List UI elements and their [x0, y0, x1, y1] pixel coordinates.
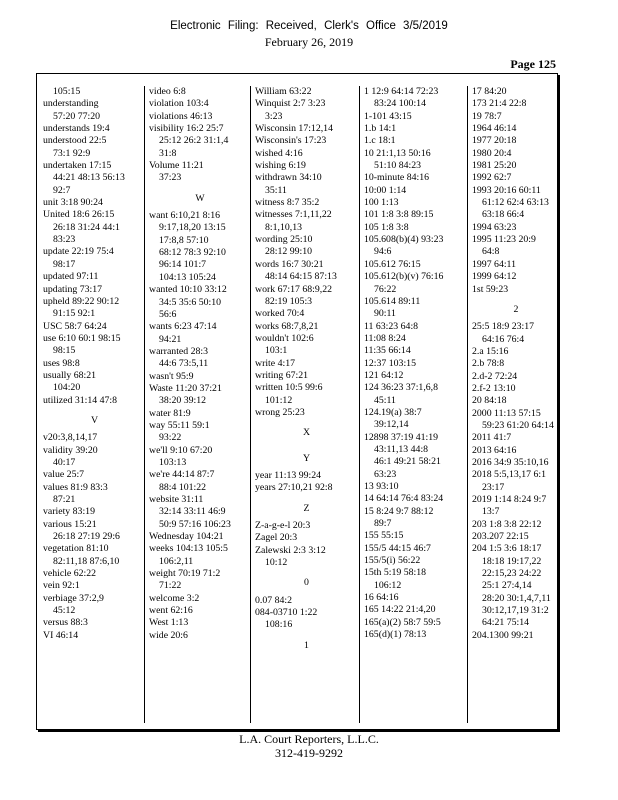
index-entry: 15th 5:19 58:18	[364, 567, 427, 579]
index-letter-heading: W	[195, 192, 205, 204]
index-entry: water 81:9	[149, 407, 191, 419]
index-entry-continuation: 57:20 77:20	[53, 110, 101, 122]
index-letter-heading: V	[90, 414, 99, 426]
index-entry-continuation: 35:11	[265, 184, 287, 196]
index-entry: 2011 41:7	[472, 432, 512, 444]
index-entry: 1997 64:11	[472, 258, 516, 270]
index-letter-heading: X	[302, 427, 311, 439]
index-entry-continuation: 45:12	[53, 605, 76, 617]
index-entry: uses 98:8	[43, 357, 80, 369]
index-entry-continuation: 106:2,11	[159, 555, 194, 567]
index-frame	[36, 73, 558, 730]
index-entry-continuation: 101:12	[265, 394, 293, 406]
index-entry: 20 84:18	[472, 395, 507, 407]
index-entry: Wisconsin 17:12,14	[255, 123, 333, 135]
index-entry: updated 97:11	[43, 271, 99, 283]
index-entry: wishing 6:19	[255, 160, 306, 172]
index-entry: year 11:13 99:24	[255, 469, 322, 481]
index-entry-continuation: 104:20	[53, 382, 81, 394]
index-entry: understanding	[43, 98, 99, 110]
index-entry-continuation: 30:12,17,19 31:2	[482, 605, 549, 617]
index-entry-continuation: 63:18 66:4	[482, 209, 525, 221]
index-entry-continuation: 23:17	[482, 481, 505, 493]
index-entry-continuation: 39:12,14	[374, 419, 409, 431]
page-number: Page 125	[510, 57, 556, 71]
index-entry: update 22:19 75:4	[43, 246, 114, 258]
index-entry: Waste 11:20 37:21	[149, 382, 222, 394]
index-entry: Winquist 2:7 3:23	[255, 98, 326, 110]
index-entry: Z-a-g-e-l 20:3	[255, 520, 311, 531]
index-entry-continuation: 48:14 64:15 87:13	[265, 271, 337, 283]
index-entry: upheld 89:22 90:12	[43, 295, 120, 307]
index-entry-continuation: 76:22	[374, 283, 397, 295]
index-entry: we'll 9:10 67:20	[149, 444, 213, 456]
index-entry: works 68:7,8,21	[255, 320, 319, 332]
index-entry: 15 8:24 9:7 88:12	[364, 505, 434, 517]
index-entry-continuation: 28:12 99:10	[265, 246, 313, 258]
index-entry-continuation: 83:24 100:14	[374, 98, 426, 110]
index-letter-heading: Z	[303, 502, 310, 514]
index-entry-continuation: 94:6	[374, 246, 392, 258]
index-entry: vehicle 62:22	[43, 568, 97, 580]
index-entry: 17 84:20	[472, 86, 507, 97]
index-entry-continuation: 103:1	[265, 345, 288, 357]
index-entry: Volume 11:21	[149, 160, 204, 172]
index-entry: 12898 37:19 41:19	[364, 431, 439, 443]
index-entry: United 18:6 26:15	[43, 209, 115, 221]
index-entry: 1981 25:20	[472, 160, 517, 172]
index-entry: 1st 59:23	[472, 283, 509, 295]
index-entry: value 25:7	[43, 469, 85, 481]
index-letter-heading: 2	[513, 303, 519, 315]
index-entry-continuation: 64:21 75:14	[482, 617, 530, 629]
index-entry: went 62:16	[149, 605, 193, 617]
index-entry: 2.d-2 72:24	[472, 370, 518, 382]
index-entry: 1.b 14:1	[364, 123, 397, 135]
filing-stamp: Electronic Filing: Received, Clerk's Office 3/5/2019	[170, 20, 448, 32]
index-entry: website 31:11	[149, 494, 204, 505]
index-entry: 105.612 76:15	[364, 258, 421, 270]
index-entry-continuation: 104:13 105:24	[159, 271, 216, 283]
index-entry: 1993 20:16 60:11	[472, 184, 541, 196]
index-entry: 1 12:9 64:14 72:23	[364, 86, 439, 97]
index-entry: use 6:10 60:1 98:15	[43, 332, 121, 344]
index-entry-continuation: 46:1 49:21 58:21	[374, 456, 441, 468]
index-entry: video 6:8	[149, 86, 186, 97]
index-entry: 1977 20:18	[472, 135, 517, 147]
index-entry-continuation: 88:4 101:22	[159, 481, 207, 493]
index-column-4	[359, 86, 470, 723]
index-entry: written 10:5 99:6	[255, 382, 323, 394]
index-letter-heading: Y	[302, 452, 311, 464]
index-entry-continuation: 105:15	[53, 86, 81, 97]
index-entry: wanted 10:10 33:12	[149, 284, 227, 296]
index-entry: visibility 16:2 25:7	[149, 123, 224, 135]
index-entry: 165(d)(1) 78:13	[364, 629, 427, 641]
index-entry: 14 64:14 76:4 83:24	[364, 493, 444, 505]
index-entry: want 6:10,21 8:16	[149, 210, 221, 222]
index-entry-continuation: 28:20 30:1,4,7,11	[482, 592, 551, 604]
index-column-1	[39, 86, 146, 723]
index-entry-continuation: 32:14 33:11 46:9	[159, 506, 226, 518]
index-entry: warranted 28:3	[149, 345, 209, 357]
index-entry-continuation: 22:15,23 24:22	[482, 568, 542, 580]
index-entry: 101 1:8 3:8 89:15	[364, 209, 434, 221]
index-entry: witness 8:7 35:2	[255, 197, 320, 209]
index-entry-continuation: 90:11	[374, 308, 396, 320]
index-entry: 203.207 22:15	[472, 531, 529, 543]
index-entry: 1964 46:14	[472, 123, 517, 135]
index-entry-continuation: 50:9 57:16 106:23	[159, 518, 231, 530]
index-entry: Wednesday 104:21	[149, 531, 224, 543]
index-entry: validity 39:20	[43, 444, 98, 456]
index-entry-continuation: 83:23	[53, 234, 76, 246]
index-entry-continuation: 38:20 39:12	[159, 395, 207, 407]
index-entry-continuation: 45:11	[374, 394, 396, 406]
index-entry: 155/5 44:15 46:7	[364, 542, 431, 554]
index-entry-continuation: 96:14 101:7	[159, 259, 207, 271]
index-entry: 124.19(a) 38:7	[364, 406, 422, 418]
index-entry: write 4:17	[255, 357, 295, 369]
index-entry-continuation: 82:19 105:3	[265, 295, 313, 307]
index-entry-continuation: 18:18 19:17,22	[482, 555, 542, 567]
index-entry: violation 103:4	[149, 98, 209, 110]
index-entry: 10:00 1:14	[364, 184, 407, 196]
index-entry: William 63:22	[255, 86, 312, 97]
index-entry: we're 44:14 87:7	[149, 469, 215, 481]
index-entry: 13 93:10	[364, 481, 399, 492]
index-entry: weeks 104:13 105:5	[149, 543, 228, 555]
index-entry-continuation: 82:11,18 87:6,10	[53, 555, 120, 567]
index-entry: 16 64:16	[364, 592, 399, 604]
index-entry: 2016 34:9 35:10,16	[472, 456, 549, 468]
index-entry: undertaken 17:15	[43, 160, 112, 172]
index-entry: USC 58:7 64:24	[43, 320, 107, 332]
index-entry: wasn't 95:9	[149, 370, 194, 382]
index-entry-continuation: 73:1 92:9	[53, 147, 91, 159]
index-entry-continuation: 37:23	[159, 172, 182, 184]
index-entry: 121 64:12	[364, 369, 404, 381]
index-entry: violations 46:13	[149, 110, 213, 122]
index-entry-continuation: 103:13	[159, 456, 187, 468]
index-entry: years 27:10,21 92:8	[255, 482, 333, 494]
index-entry: 155/5(i) 56:22	[364, 555, 421, 567]
index-entry: 084-03710 1:22	[255, 607, 318, 619]
index-entry-continuation: 25:12 26:2 31:1,4	[159, 135, 229, 147]
index-entry: vein 92:1	[43, 580, 80, 592]
index-entry: vegetation 81:10	[43, 543, 109, 555]
index-entry: 10 21:1,13 50:16	[364, 147, 431, 159]
index-entry: usually 68:21	[43, 369, 97, 381]
index-entry-continuation: 40:17	[53, 456, 76, 468]
index-entry: 105.614 89:11	[364, 295, 421, 307]
index-entry-continuation: 64:8	[482, 246, 500, 258]
index-entry: 12:37 103:15	[364, 357, 416, 369]
index-entry-continuation: 44:21 48:13 56:13	[53, 172, 125, 184]
index-entry-continuation: 98:15	[53, 345, 76, 357]
index-entry: 11:35 66:14	[364, 345, 411, 357]
index-entry-continuation: 10:12	[265, 557, 288, 569]
index-entry: 2013 64:16	[472, 444, 517, 456]
index-entry: utilized 31:14 47:8	[43, 394, 118, 406]
index-entry-continuation: 8:1,10,13	[265, 221, 303, 233]
index-entry: withdrawn 34:10	[255, 172, 322, 184]
index-entry: wished 4:16	[255, 147, 303, 159]
index-entry: wouldn't 102:6	[255, 332, 314, 344]
index-entry: wording 25:10	[255, 234, 313, 246]
index-entry: 0.07 84:2	[255, 594, 293, 606]
index-entry: 1992 62:7	[472, 172, 512, 184]
index-entry: 105.608(b)(4) 93:23	[364, 234, 444, 246]
index-entry-continuation: 61:12 62:4 63:13	[482, 197, 549, 209]
index-entry: 10-minute 84:16	[364, 172, 430, 184]
index-entry: unit 3:18 90:24	[43, 197, 103, 209]
index-column-2	[144, 86, 251, 723]
index-entry: understands 19:4	[43, 123, 110, 135]
index-entry-continuation: 17:8,8 57:10	[159, 234, 209, 246]
index-entry: worked 70:4	[255, 308, 305, 320]
index-entry: variety 83:19	[43, 506, 95, 518]
index-entry-continuation: 92:7	[53, 184, 71, 196]
index-entry: work 67:17 68:9,22	[255, 283, 333, 295]
index-entry: 2.b 78:8	[472, 358, 505, 370]
index-entry: v20:3,8,14,17	[43, 432, 98, 444]
index-column-3	[250, 86, 358, 723]
index-entry: 165(a)(2) 58:7 59:5	[364, 616, 441, 628]
index-entry: 100 1:13	[364, 197, 399, 209]
index-entry: 1999 64:12	[472, 271, 517, 283]
reporter-footer	[0, 732, 618, 760]
index-entry-continuation: 64:16 76:4	[482, 333, 525, 345]
index-entry-continuation: 13:7	[482, 506, 500, 518]
index-entry-continuation: 87:21	[53, 494, 76, 505]
reporter-name: L.A. Court Reporters, L.L.C.	[239, 732, 379, 746]
index-entry: words 16:7 30:21	[255, 258, 324, 270]
index-entry: various 15:21	[43, 518, 97, 530]
index-entry-continuation: 108:16	[265, 619, 293, 631]
index-entry: West 1:13	[149, 617, 189, 629]
index-entry-continuation: 91:15 92:1	[53, 308, 96, 320]
index-entry: 2018 5:5,13,17 6:1	[472, 469, 547, 481]
index-entry: Zagel 20:3	[255, 532, 298, 544]
index-entry: witnesses 7:1,11,22	[255, 209, 332, 221]
index-entry: 2019 1:14 8:24 9:7	[472, 494, 547, 505]
index-entry: wants 6:23 47:14	[149, 321, 217, 333]
hearing-date: February 26, 2019	[264, 35, 354, 49]
index-entry-continuation: 93:22	[159, 432, 182, 444]
index-entry-continuation: 43:11,13 44:8	[374, 443, 429, 455]
index-entry: Wisconsin's 17:23	[255, 135, 327, 147]
index-entry-continuation: 56:6	[159, 308, 177, 320]
index-letter-heading: 0	[304, 577, 309, 589]
index-entry: writing 67:21	[255, 369, 309, 381]
index-entry: understood 22:5	[43, 135, 107, 147]
index-entry: 155 55:15	[364, 530, 404, 542]
index-entry: 11 63:23 64:8	[364, 320, 419, 332]
index-letter-heading: 1	[304, 639, 309, 651]
index-entry-continuation: 31:8	[159, 147, 177, 159]
index-entry-continuation: 25:1 27:4,14	[482, 580, 532, 592]
index-entry: 1995 11:23 20:9	[472, 234, 536, 246]
index-column-5	[467, 86, 560, 723]
index-entry: 105.612(b)(v) 76:16	[364, 271, 444, 283]
index-entry: 173 21:4 22:8	[472, 98, 527, 110]
index-entry-continuation: 94:21	[159, 333, 182, 345]
index-entry: 2.f-2 13:10	[472, 382, 516, 394]
index-entry-continuation: 59:23 61:20 64:14	[482, 419, 554, 431]
filing-header	[0, 18, 618, 50]
index-entry: versus 88:3	[43, 617, 88, 629]
index-entry: 105 1:8 3:8	[364, 221, 409, 233]
index-entry-continuation: 68:12 78:3 92:10	[159, 247, 226, 259]
index-entry-continuation: 44:6 73:5,11	[159, 358, 209, 370]
index-entry: 204 1:5 3:6 18:17	[472, 543, 542, 555]
index-entry: 19 78:7	[472, 110, 502, 122]
index-entry-continuation: 63:23	[374, 468, 397, 480]
index-entry: VI 46:14	[43, 629, 79, 641]
index-entry: updating 73:17	[43, 283, 103, 295]
index-entry-continuation: 98:17	[53, 258, 76, 270]
index-entry-continuation: 9:17,18,20 13:15	[159, 222, 226, 234]
index-entry: values 81:9 83:3	[43, 481, 108, 493]
index-entry: 25:5 18:9 23:17	[472, 321, 535, 333]
index-entry: 165 14:22 21:4,20	[364, 604, 436, 616]
index-entry: wide 20:6	[149, 629, 188, 641]
index-entry: 1.c 18:1	[364, 135, 396, 147]
index-entry-continuation: 89:7	[374, 518, 392, 530]
index-entry-continuation: 3:23	[265, 110, 283, 122]
index-entry: verbiage 37:2,9	[43, 592, 104, 604]
index-entry: 124 36:23 37:1,6,8	[364, 382, 439, 394]
index-entry: weight 70:19 71:2	[149, 568, 221, 580]
index-entry-continuation: 26:18 27:19 29:6	[53, 531, 120, 543]
index-entry-continuation: 106:12	[374, 579, 402, 591]
index-entry: 1980 20:4	[472, 147, 512, 159]
index-entry: 2000 11:13 57:15	[472, 407, 541, 419]
index-entry: welcome 3:2	[149, 592, 200, 604]
index-entry-continuation: 51:10 84:23	[374, 160, 422, 172]
index-entry: 2.a 15:16	[472, 345, 509, 357]
index-entry: way 55:11 59:1	[149, 419, 210, 431]
index-entry: 204.1300 99:21	[472, 629, 534, 641]
index-entry: 1-101 43:15	[364, 110, 412, 122]
index-entry-continuation: 71:22	[159, 580, 182, 592]
index-entry-continuation: 34:5 35:6 50:10	[159, 296, 222, 308]
reporter-phone: 312-419-9292	[275, 746, 343, 760]
index-entry: wrong 25:23	[255, 406, 305, 418]
index-entry: 1994 63:23	[472, 221, 517, 233]
index-entry-continuation: 26:18 31:24 44:1	[53, 221, 120, 233]
index-entry: Zalewski 2:3 3:12	[255, 544, 326, 556]
index-entry: 203 1:8 3:8 22:12	[472, 518, 542, 530]
index-entry: 11:08 8:24	[364, 332, 406, 344]
